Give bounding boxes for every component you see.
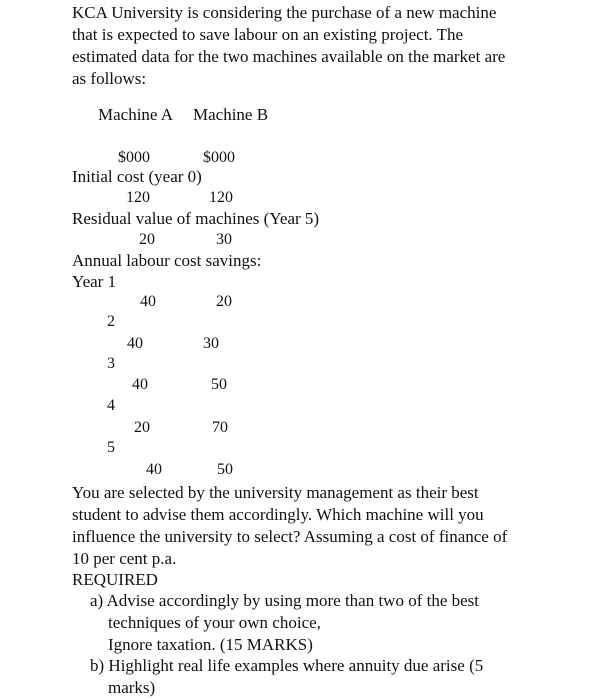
question-line-4: 10 per cent p.a. xyxy=(72,549,177,568)
intro-line-3: estimated data for the two machines available on the market are xyxy=(72,47,506,66)
unit-b: $000 xyxy=(203,149,235,166)
required-heading: REQUIRED xyxy=(72,570,158,589)
year4-b: 70 xyxy=(212,419,228,436)
year5-b: 50 xyxy=(217,461,233,478)
savings-label: Annual labour cost savings: xyxy=(72,251,262,270)
year3-a: 40 xyxy=(132,376,148,393)
year3-label: 3 xyxy=(107,355,115,372)
year-label: Year 1 xyxy=(72,272,117,291)
required-b-line-2: marks) xyxy=(108,678,156,697)
header-machine-a: Machine A xyxy=(98,105,174,124)
year1-b: 20 xyxy=(216,293,232,310)
required-a-line-3: Ignore taxation. (15 MARKS) xyxy=(108,635,313,654)
intro-line-2: that is expected to save labour on an existing project. The xyxy=(72,25,464,44)
question-line-1: You are selected by the university management as their best xyxy=(72,483,479,502)
required-a-line-2: techniques of your own choice, xyxy=(108,613,321,632)
initial-a: 120 xyxy=(126,189,150,206)
question-line-2: student to advise them accordingly. Which machine will you xyxy=(72,505,484,524)
year5-a: 40 xyxy=(146,461,162,478)
initial-b: 120 xyxy=(209,189,233,206)
year2-a: 40 xyxy=(127,335,143,352)
year5-label: 5 xyxy=(107,439,115,456)
unit-a: $000 xyxy=(118,149,150,166)
residual-b: 30 xyxy=(216,231,232,248)
residual-a: 20 xyxy=(139,231,155,248)
initial-cost-label: Initial cost (year 0) xyxy=(72,167,202,186)
year4-label: 4 xyxy=(107,397,115,414)
year1-a: 40 xyxy=(140,293,156,310)
year2-b: 30 xyxy=(203,335,219,352)
intro-line-1: KCA University is considering the purchase of a new machine xyxy=(72,3,497,22)
residual-label: Residual value of machines (Year 5) xyxy=(72,209,320,228)
required-b-line-1: b) Highlight real life examples where annuity due arise (5 xyxy=(90,656,484,675)
year3-b: 50 xyxy=(211,376,227,393)
intro-line-4: as follows: xyxy=(72,69,147,88)
header-machine-b: Machine B xyxy=(193,105,269,124)
required-a-line-1: a) Advise accordingly by using more than two of the best xyxy=(90,591,480,610)
question-line-3: influence the university to select? Assuming a cost of finance of xyxy=(72,527,508,546)
year4-a: 20 xyxy=(134,419,150,436)
year2-label: 2 xyxy=(107,313,115,330)
